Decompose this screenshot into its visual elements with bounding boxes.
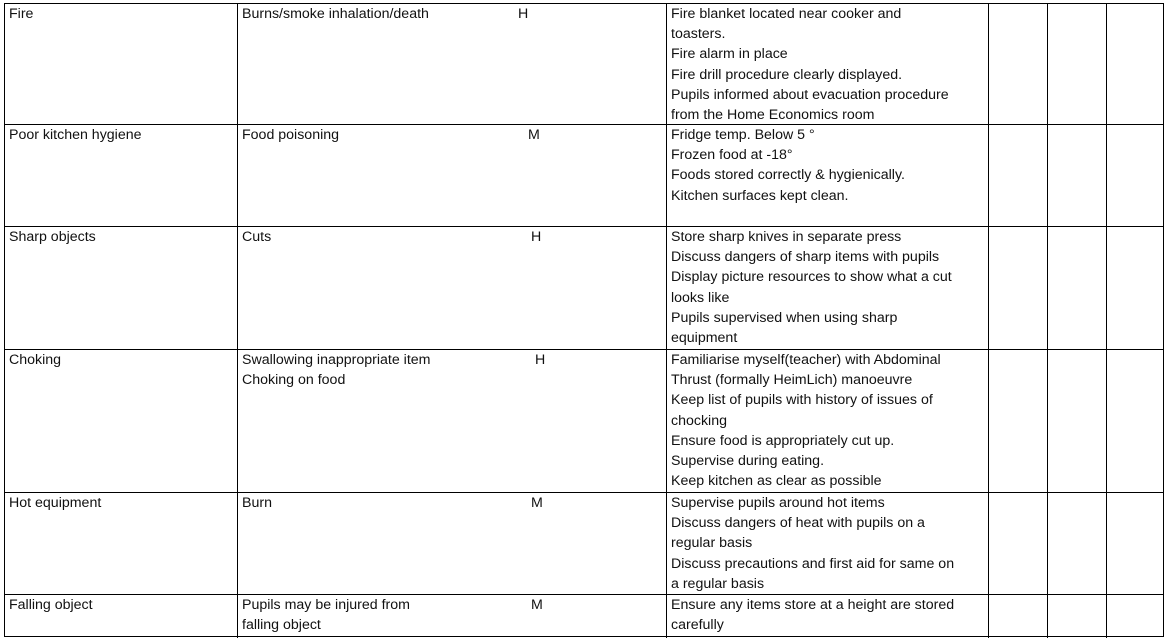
empty-cell — [1048, 350, 1107, 492]
harm-cell — [238, 493, 667, 594]
control-measures-cell — [667, 125, 989, 226]
control-measure-line: toasters. — [671, 26, 726, 43]
control-measures-cell — [667, 350, 989, 492]
hazard-text: Choking — [9, 352, 62, 368]
risk-level: H — [535, 352, 546, 368]
risk-level: H — [518, 6, 529, 22]
hazard-text: Fire — [9, 6, 34, 22]
empty-cell — [1048, 227, 1107, 349]
control-measure-line: regular basis — [671, 535, 753, 552]
empty-cell — [1107, 125, 1163, 226]
harm-text: Burns/smoke inhalation/death — [242, 6, 429, 22]
risk-level: M — [531, 495, 543, 511]
empty-cell — [1048, 493, 1107, 594]
risk-level: M — [528, 127, 540, 143]
hazard-cell — [5, 4, 238, 124]
hazard-cell — [5, 227, 238, 349]
control-measure-line: equipment — [671, 330, 738, 347]
harm-text: Cuts — [242, 229, 272, 245]
control-measure-line: Pupils supervised when using sharp — [671, 309, 898, 326]
hazard-cell — [5, 350, 238, 492]
control-measure-line: Fire blanket located near cooker and — [671, 6, 902, 22]
hazard-text: Hot equipment — [9, 495, 102, 511]
table-row — [5, 125, 1163, 227]
harm-text: Burn — [242, 495, 272, 511]
control-measure-line: Ensure any items store at a height are stored — [671, 597, 955, 613]
harm-cell — [238, 125, 667, 226]
hazard-text: Falling object — [9, 597, 93, 613]
control-measure-line: Fire drill procedure clearly displayed. — [671, 66, 903, 83]
harm-cell — [238, 227, 667, 349]
empty-cell — [1107, 4, 1163, 124]
control-measure-line: Familiarise myself(teacher) with Abdominal — [671, 352, 941, 368]
hazard-text: Poor kitchen hygiene — [9, 127, 142, 143]
control-measure-line: Fire alarm in place — [671, 46, 788, 63]
control-measure-line: from the Home Economics room — [671, 107, 875, 124]
harm-text: Choking on food — [242, 372, 346, 389]
control-measure-line: Ensure food is appropriately cut up. — [671, 432, 895, 449]
empty-cell — [989, 493, 1048, 594]
control-measure-line: Pupils informed about evacuation procedure — [671, 86, 949, 103]
empty-cell — [1107, 350, 1163, 492]
control-measure-line: carefully — [671, 617, 724, 634]
empty-cell — [1107, 227, 1163, 349]
empty-cell — [1048, 595, 1107, 638]
table-row — [5, 350, 1163, 493]
empty-cell — [1048, 4, 1107, 124]
control-measure-line: Kitchen surfaces kept clean. — [671, 187, 849, 204]
hazard-cell — [5, 493, 238, 594]
harm-cell — [238, 4, 667, 124]
control-measure-line: Store sharp knives in separate press — [671, 229, 902, 245]
control-measures-cell — [667, 493, 989, 594]
empty-cell — [989, 4, 1048, 124]
control-measures-cell — [667, 227, 989, 349]
hazard-cell — [5, 595, 238, 638]
harm-cell — [238, 350, 667, 492]
control-measure-line: chocking — [671, 412, 727, 429]
table-row — [5, 595, 1163, 638]
table-row — [5, 227, 1163, 350]
risk-level: M — [531, 597, 543, 613]
empty-cell — [1048, 125, 1107, 226]
hazard-cell — [5, 125, 238, 226]
empty-cell — [989, 350, 1048, 492]
control-measure-line: Thrust (formally HeimLich) manoeuvre — [671, 372, 913, 389]
harm-text: Pupils may be injured from — [242, 597, 410, 613]
control-measure-line: a regular basis — [671, 575, 765, 592]
risk-assessment-table — [4, 3, 1164, 637]
empty-cell — [1107, 595, 1163, 638]
control-measure-line: Frozen food at -18° — [671, 147, 793, 164]
control-measure-line: Discuss precautions and first aid for same on — [671, 555, 955, 572]
harm-text: Swallowing inappropriate item — [242, 352, 431, 368]
empty-cell — [989, 595, 1048, 638]
control-measure-line: Supervise during eating. — [671, 453, 825, 470]
harm-text: falling object — [242, 617, 321, 634]
control-measure-line: Keep list of pupils with history of issues of — [671, 392, 933, 409]
empty-cell — [1107, 493, 1163, 594]
control-measure-line: Foods stored correctly & hygienically. — [671, 167, 905, 184]
harm-cell — [238, 595, 667, 638]
risk-level: H — [531, 229, 542, 245]
control-measure-line: Display picture resources to show what a cut — [671, 269, 952, 286]
harm-text: Food poisoning — [242, 127, 340, 143]
hazard-text: Sharp objects — [9, 229, 96, 245]
control-measure-line: Fridge temp. Below 5 ° — [671, 127, 815, 143]
table-row — [5, 493, 1163, 595]
empty-cell — [989, 227, 1048, 349]
control-measure-line: Keep kitchen as clear as possible — [671, 473, 882, 490]
control-measures-cell — [667, 4, 989, 124]
empty-cell — [989, 125, 1048, 226]
control-measure-line: looks like — [671, 289, 730, 306]
control-measure-line: Discuss dangers of heat with pupils on a — [671, 515, 925, 532]
control-measure-line: Supervise pupils around hot items — [671, 495, 885, 511]
table-row — [5, 4, 1163, 125]
control-measure-line: Discuss dangers of sharp items with pupils — [671, 249, 940, 266]
control-measures-cell — [667, 595, 989, 638]
